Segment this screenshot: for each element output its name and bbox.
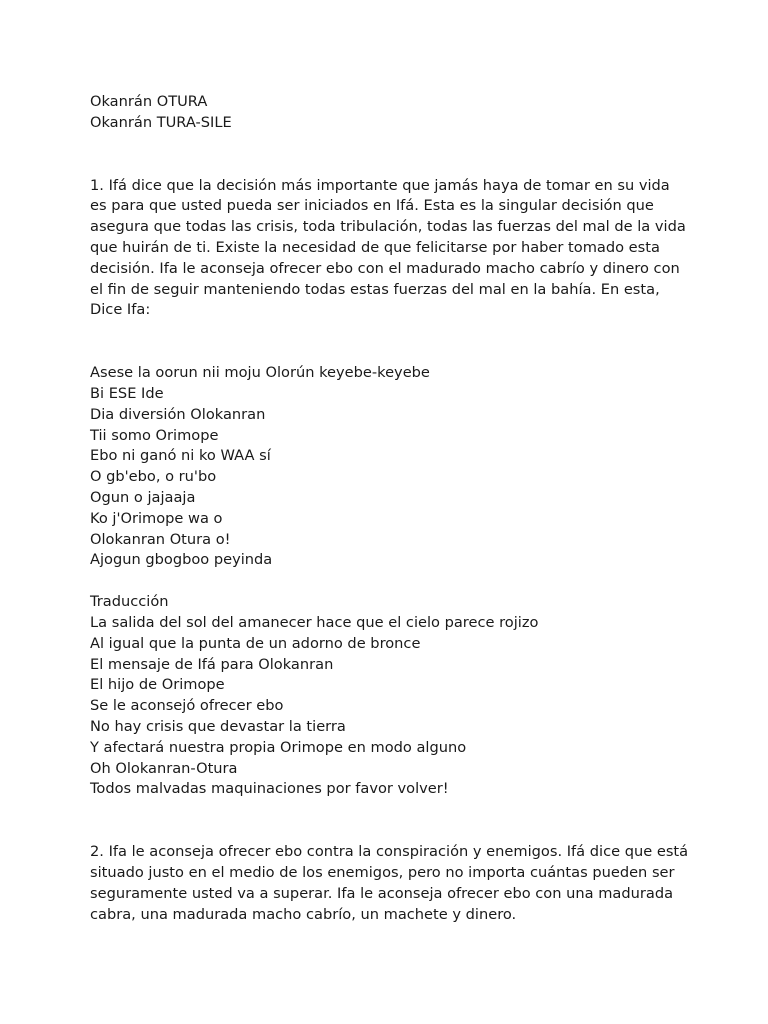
translation-line: El hijo de Orimope (90, 676, 225, 694)
verse-line: O gb'ebo, o ru'bo (90, 468, 217, 486)
translation-line: La salida del sol del amanecer hace que el cielo parece rojizo (90, 613, 539, 631)
translation-line: Y afectará nuestra propia Orimope en modo alguno (90, 738, 467, 756)
verse-line: Ogun o jajaaja (90, 488, 196, 506)
verse-line: Bi ESE Ide (90, 384, 164, 402)
translation-line: Todos malvadas maquinaciones por favor volver! (90, 780, 449, 798)
spacer (90, 134, 690, 176)
spacer (90, 571, 690, 592)
document-subtitle: Okanrán TURA-SILE (90, 113, 232, 131)
spacer (90, 321, 690, 363)
verse-line: Asese la oorun nii moju Olorún keyebe-keyebe (90, 364, 430, 382)
verse-line: Olokanran Otura o! (90, 530, 231, 548)
translation-line: El mensaje de Ifá para Olokanran (90, 655, 334, 673)
translation-line: Oh Olokanran-Otura (90, 759, 238, 777)
verse-line: Ko j'Orimope wa o (90, 509, 223, 527)
spacer (90, 800, 690, 842)
translation-line: Al igual que la punta de un adorno de bronce (90, 634, 421, 652)
verse-line: Dia diversión Olokanran (90, 405, 266, 423)
verse-line: Tii somo Orimope (90, 426, 219, 444)
translation-line: No hay crisis que devastar la tierra (90, 717, 346, 735)
verse-block (90, 363, 690, 571)
paragraph-2: 2. Ifa le aconseja ofrecer ebo contra la conspiración y enemigos. Ifá dice que está situado justo en el medio de los enemigos, pero no importa cuántas pueden ser seguramente usted va a superar. Ifa le aconseja ofrecer ebo con una madurada cabra, una madurada macho cabrío, un machete y dinero. (90, 843, 689, 923)
verse-line: Ebo ni ganó ni ko WAA sí (90, 447, 271, 465)
document-title: Okanrán OTURA (90, 93, 208, 110)
translation-line: Se le aconsejó ofrecer ebo (90, 697, 284, 715)
translation-heading: Traducción (90, 593, 169, 611)
verse-line: Ajogun gbogboo peyinda (90, 551, 273, 569)
translation-block (90, 592, 690, 800)
document-page (90, 92, 690, 925)
paragraph-1: 1. Ifá dice que la decisión más importante que jamás haya de tomar en su vida es para que usted pueda ser iniciados en Ifá. Esta es la singular decisión que asegura que todas las crisis, toda tribulación, todas las fuerzas del mal de la vida que huirán de ti. Existe la necesidad de que felicitarse por haber tomado esta decisión. Ifa le aconseja ofrecer ebo con el madurado macho cabrío y dinero con el fin de seguir manteniendo todas estas fuerzas del mal en la bahía. En esta, Dice Ifa: (90, 176, 686, 319)
